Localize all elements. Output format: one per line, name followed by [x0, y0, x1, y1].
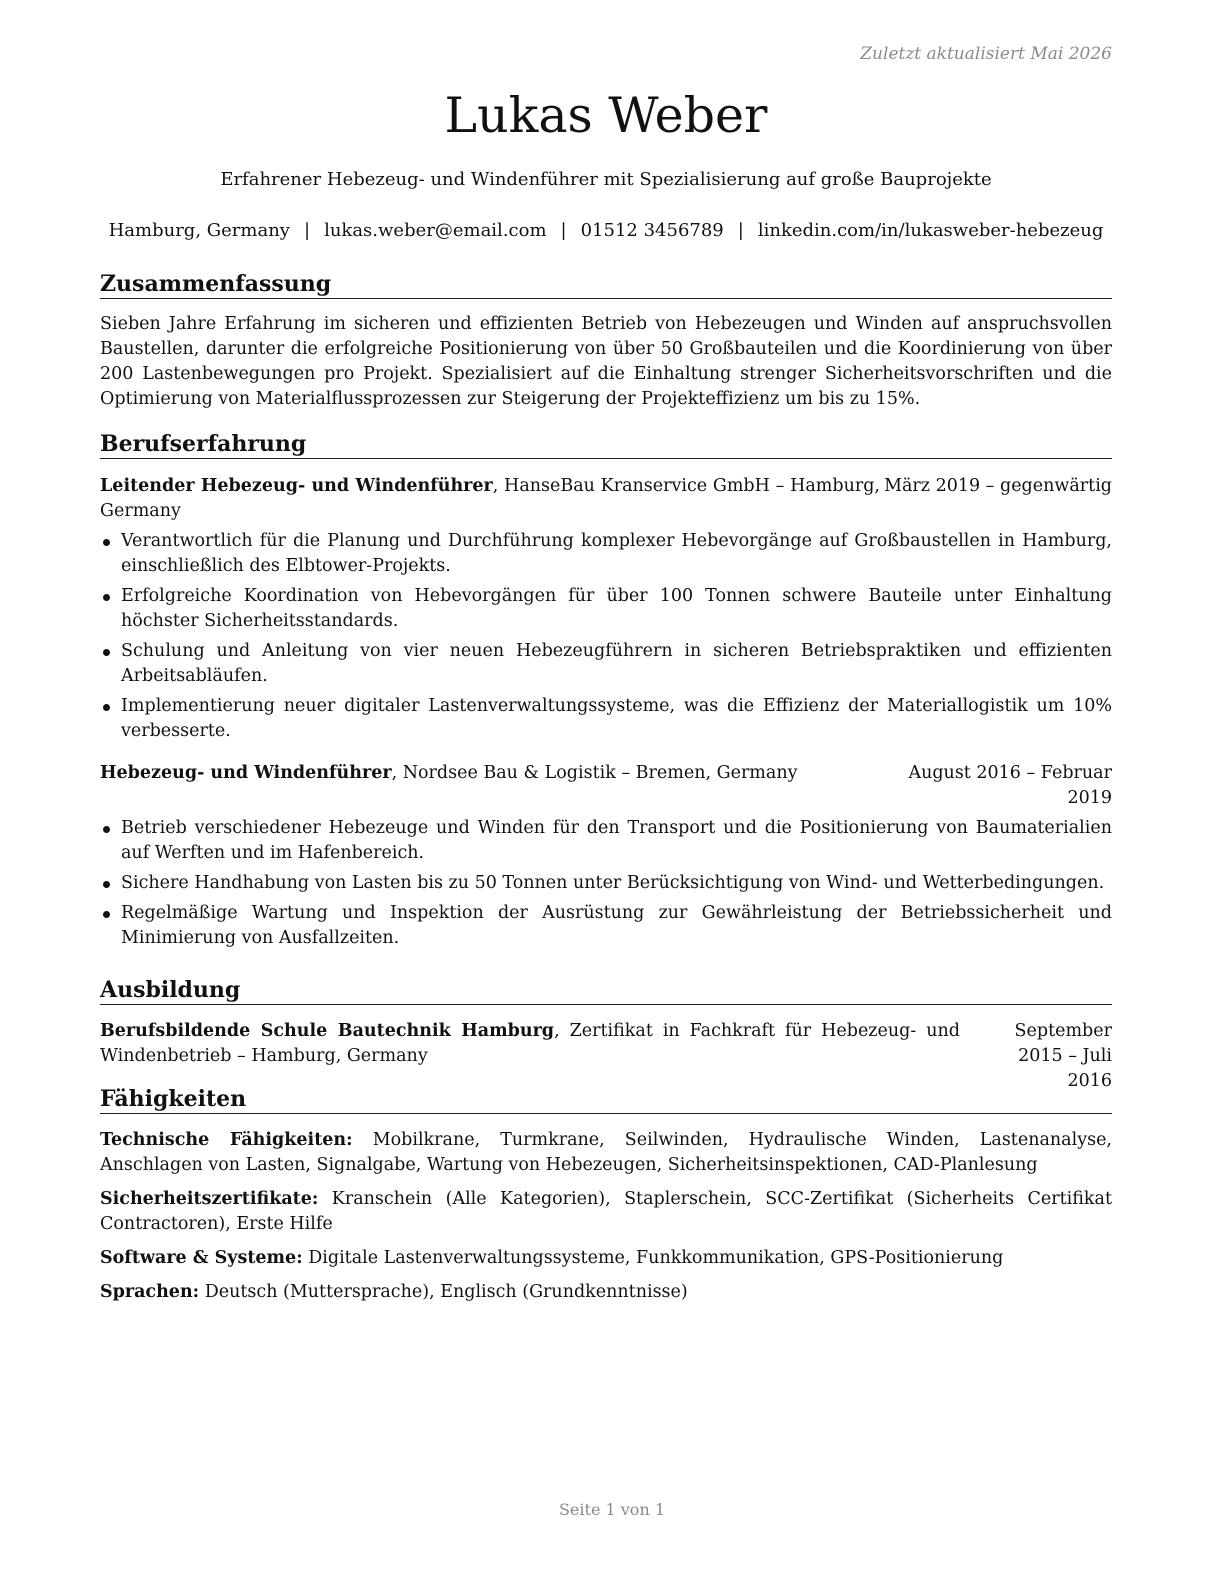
skill-value: Digitale Lastenverwaltungssysteme, Funkkommunikation, GPS-Positionierung: [308, 1248, 1004, 1268]
list-item: Erfolgreiche Koordination von Hebevorgängen für über 100 Tonnen schwere Bauteile unter Einhaltung höchster Sicherheitsstandards.: [100, 584, 1112, 634]
list-item: Sichere Handhabung von Lasten bis zu 50 Tonnen unter Berücksichtigung von Wind- und Wetterbedingungen.: [100, 871, 1112, 896]
skill-value: Deutsch (Muttersprache), Englisch (Grundkenntnisse): [204, 1282, 688, 1302]
skill-label: Sicherheitszertifikate:: [100, 1189, 319, 1209]
job-header: [100, 474, 1112, 524]
skill-value: Mobilkrane, Turmkrane, Seilwinden, Hydraulische Winden, Lastenanalyse, Anschlagen von Lasten, Signalgabe, Wartung von Hebezeugen, Sicherheitsinspektionen, CAD-Planlesung: [100, 1130, 1112, 1175]
job-role: Hebezeug- und Windenführer: [100, 763, 392, 783]
list-item: Regelmäßige Wartung und Inspektion der Ausrüstung zur Gewährleistung der Betriebssicherheit und Minimierung von Ausfallzeiten.: [100, 901, 1112, 951]
skill-row: [100, 1128, 1112, 1178]
job-bullets: [100, 529, 1112, 744]
job-dates: August 2016 – Februar 2019: [908, 763, 1112, 808]
job-company: , Nordsee Bau & Logistik – Bremen, Germany: [391, 763, 798, 783]
skill-value: Kranschein (Alle Kategorien), Staplerschein, SCC-Zertifikat (Sicherheits Certifikat Contractoren), Erste Hilfe: [100, 1189, 1112, 1234]
contact-phone[interactable]: 01512 3456789: [580, 220, 724, 241]
experience-section: [100, 430, 1112, 956]
education-detail: , Zertifikat in Fachkraft für Hebezeug- und Windenbetrieb – Hamburg, Germany: [100, 1021, 960, 1066]
contact-email[interactable]: lukas.weber@email.com: [324, 220, 547, 241]
skills-section: [100, 1085, 1112, 1314]
last-updated: Zuletzt aktualisiert Mai 2026: [860, 44, 1112, 64]
contact-linkedin[interactable]: linkedin.com/in/lukasweber-hebezeug: [757, 220, 1104, 241]
job-bullets: [100, 816, 1112, 951]
contact-line: [100, 219, 1112, 243]
list-item: Verantwortlich für die Planung und Durchführung komplexer Hebevorgänge auf Großbaustellen in Hamburg, einschließlich des Elbtower-Projekts.: [100, 529, 1112, 579]
list-item: Schulung und Anleitung von vier neuen Hebezeugführern in sicheren Betriebspraktiken und effizienten Arbeitsabläufen.: [100, 639, 1112, 689]
school-name: Berufsbildende Schule Bautechnik Hamburg: [100, 1021, 555, 1041]
contact-separator: |: [737, 220, 744, 241]
summary-text: Sieben Jahre Erfahrung im sicheren und effizienten Betrieb von Hebezeugen und Winden auf anspruchsvollen Baustellen, darunter die erfolgreiche Positionierung von über 50 Großbauteilen und die Koordinierung von über 200 Lastenbewegungen pro Projekt. Spezialisiert auf die Einhaltung strenger Sicherheitsvorschriften und die Optimierung von Materialflussprozessen zur Steigerung der Projekteffizienz um bis zu 15%.: [100, 314, 1112, 409]
contact-separator: |: [303, 220, 311, 241]
list-item: Betrieb verschiedener Hebezeuge und Winden für den Transport und die Positionierung von Baumaterialien auf Werften und im Hafenbereich.: [100, 816, 1112, 866]
job-role: Leitender Hebezeug- und Windenführer: [100, 476, 493, 496]
candidate-name: Lukas Weber: [444, 87, 768, 144]
skill-row: [100, 1280, 1112, 1305]
contact-location: Hamburg, Germany: [108, 220, 290, 241]
section-title: Zusammenfassung: [100, 270, 1112, 299]
education-dates: September 2015 – Juli 2016: [1014, 1021, 1112, 1091]
list-item: Implementierung neuer digitaler Lastenverwaltungssysteme, was die Effizienz der Materiallogistik um 10% verbesserte.: [100, 694, 1112, 744]
skill-label: Technische Fähigkeiten:: [100, 1130, 353, 1150]
page-number: Seite 1 von 1: [558, 1500, 666, 1519]
job-dates: März 2019 – gegenwärtig: [884, 476, 1112, 496]
section-title: Berufserfahrung: [100, 430, 1112, 459]
skill-label: Software & Systeme:: [100, 1248, 303, 1268]
education-entry: [100, 1019, 1112, 1091]
job-company: , HanseBau Kranservice GmbH – Hamburg, Germany: [100, 476, 880, 521]
section-title: Fähigkeiten: [100, 1085, 1112, 1114]
tagline: Erfahrener Hebezeug- und Windenführer mit Spezialisierung auf große Bauprojekte: [220, 169, 992, 190]
skill-row: [100, 1187, 1112, 1237]
summary-section: [100, 270, 1112, 412]
section-title: Ausbildung: [100, 976, 1112, 1005]
skill-label: Sprachen:: [100, 1282, 200, 1302]
education-section: [100, 976, 1112, 1091]
job-header: [100, 761, 1112, 808]
contact-separator: |: [560, 220, 567, 241]
skill-row: [100, 1246, 1112, 1271]
